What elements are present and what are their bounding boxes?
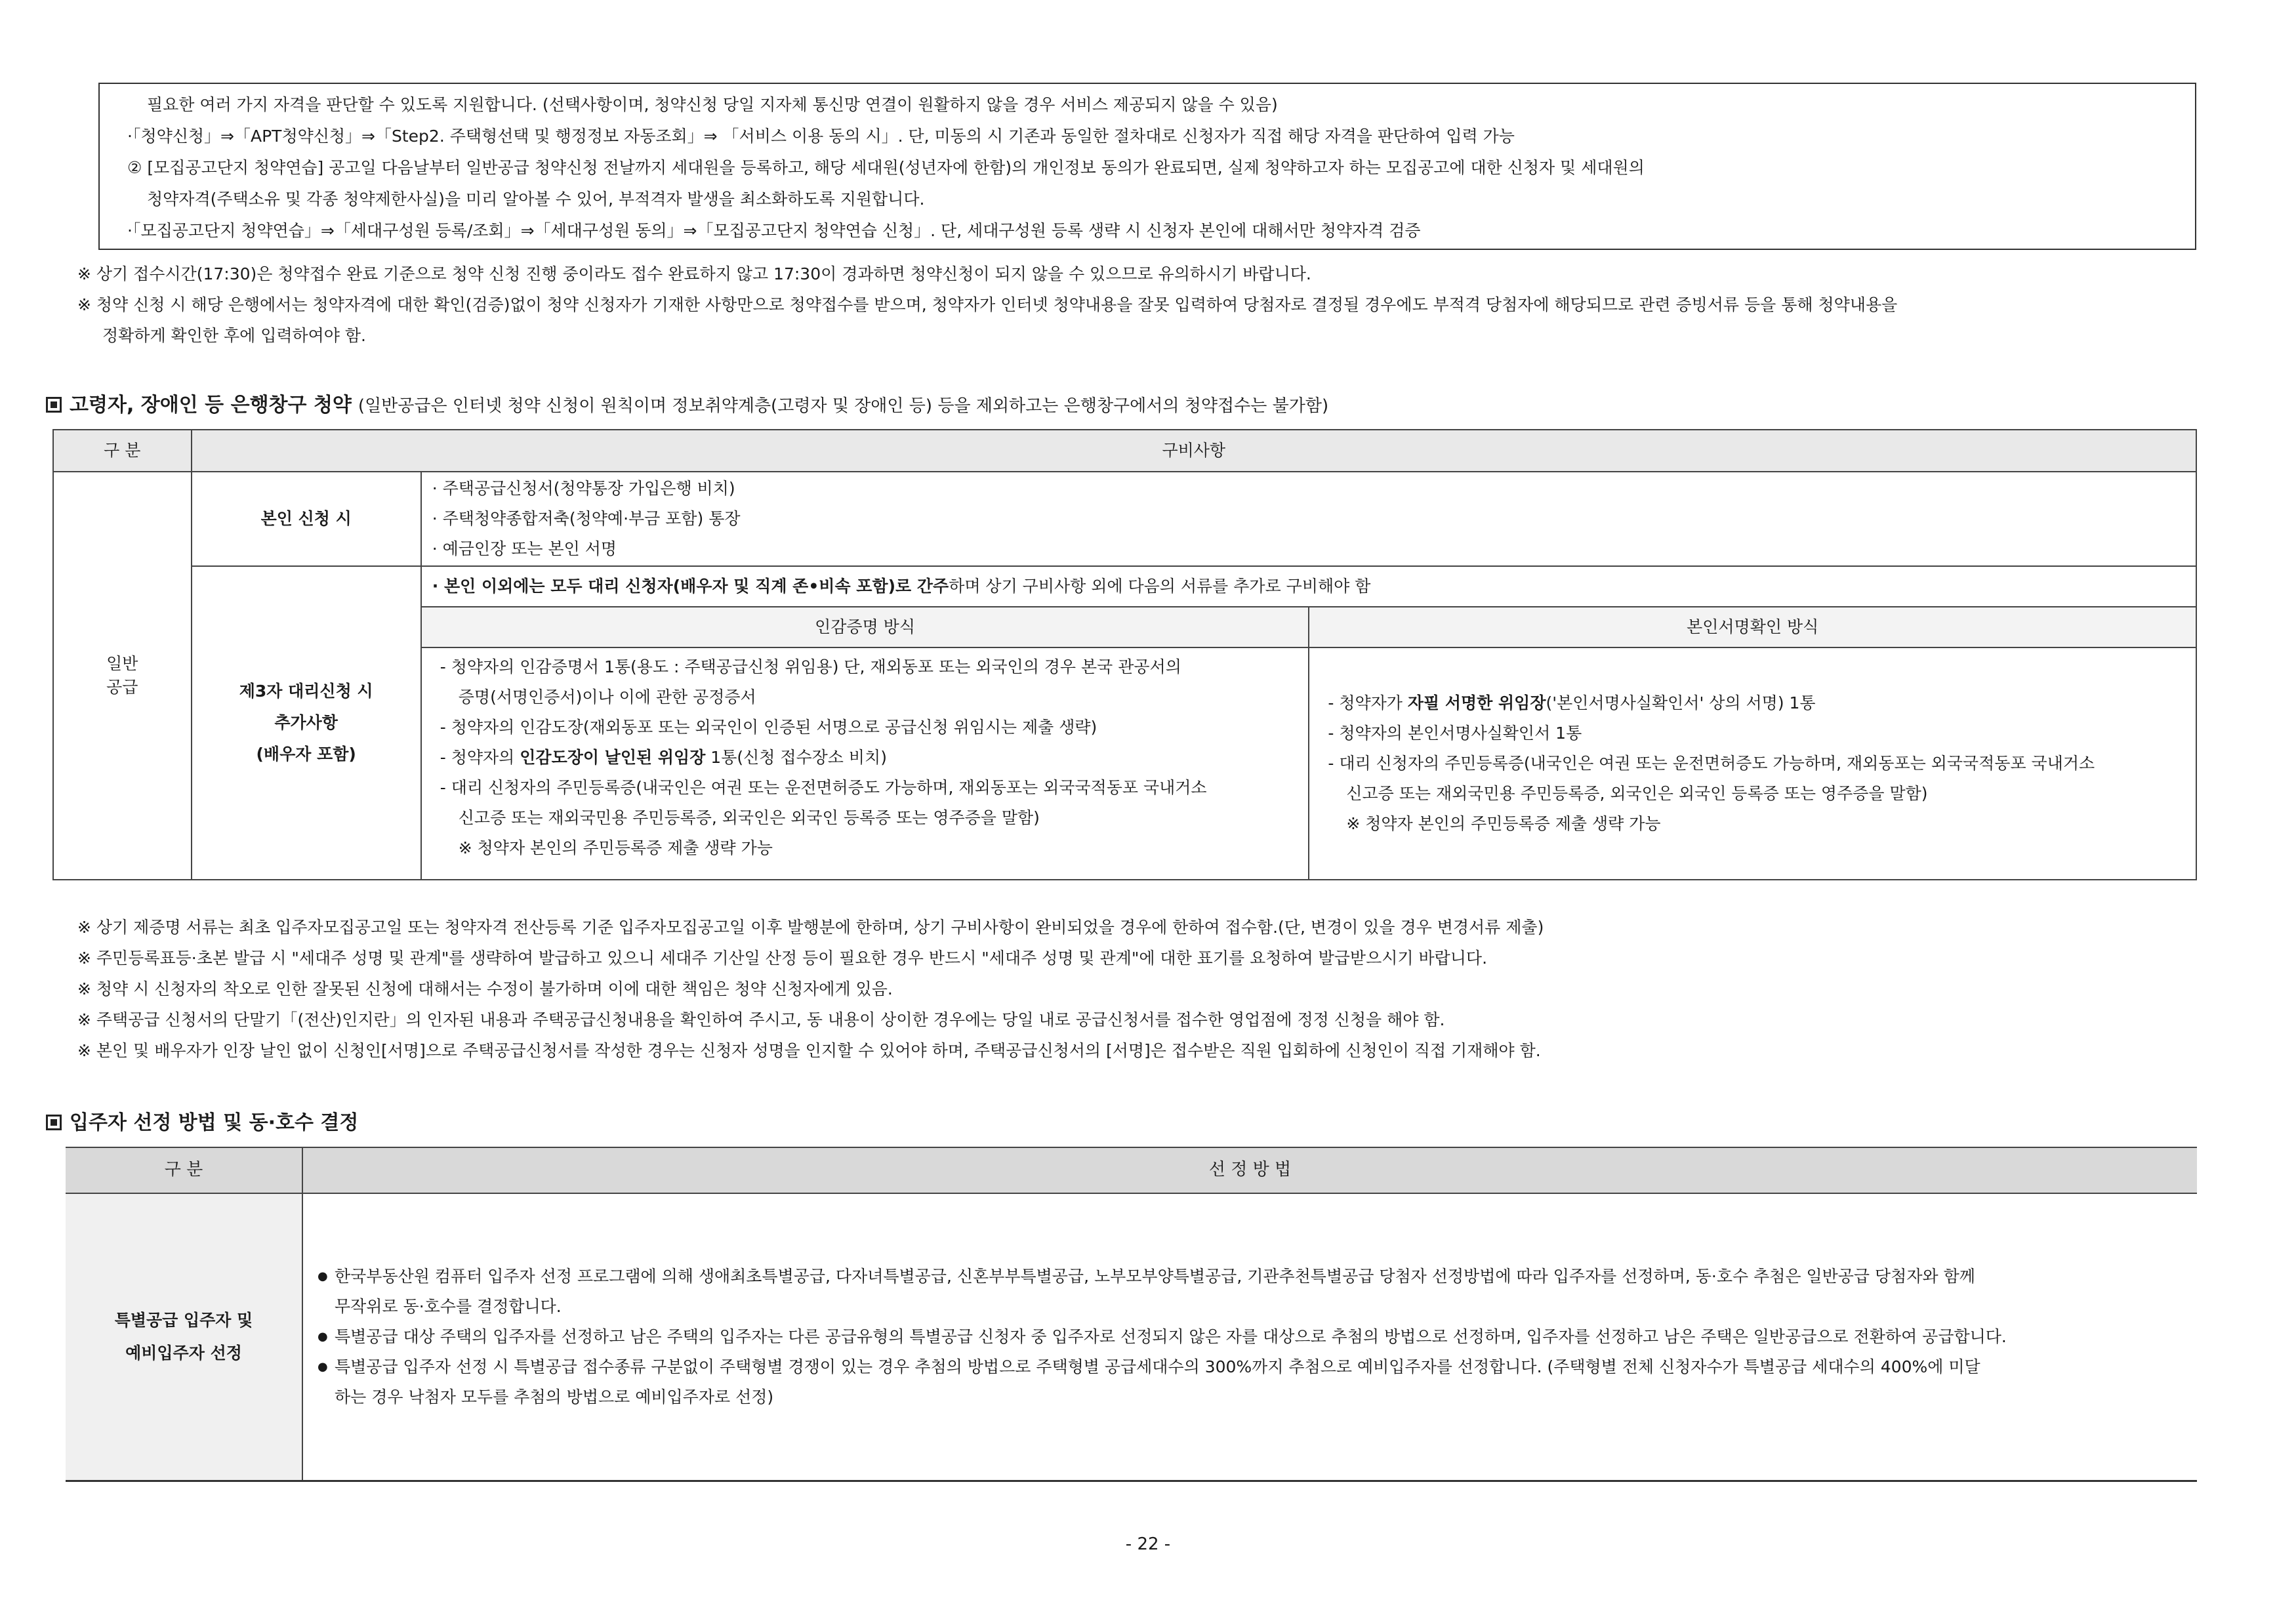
list-item: 신고증 또는 재외국민용 주민등록증, 외국인은 외국인 등록증 또는 영주증을 말함) bbox=[458, 808, 1040, 827]
info-line-5: ·「모집공고단지 청약연습」⇒「세대구성원 등록/조회」⇒「세대구성원 동의」⇒「모집공고단지 청약연습 신청」. 단, 세대구성원 등록 생략 시 신청자 본인에 대해서만 청약자격 검증 bbox=[127, 221, 1421, 240]
bullet-item-continued: 하는 경우 낙첨자 모두를 추첨의 방법으로 예비입주자로 선정) bbox=[335, 1387, 774, 1406]
self-application-label: 본인 신청 시 bbox=[192, 472, 421, 566]
list-item: - 청약자의 인감도장(재외동포 또는 외국인이 인증된 서명으로 공급신청 위임시는 제출 생략) bbox=[440, 718, 1097, 737]
proxy-note-rest: 하며 상기 구비사항 외에 다음의 서류를 추가로 구비해야 함 bbox=[949, 576, 1371, 596]
list-item: ※ 청약자 본인의 주민등록증 제출 생략 가능 bbox=[458, 838, 773, 857]
list-item: 증명(서명인증서)이나 이에 관한 공정증서 bbox=[458, 687, 756, 707]
table-header-method: 선 정 방 법 bbox=[302, 1147, 2197, 1193]
self-application-items bbox=[421, 472, 2196, 566]
note-line: ※ 상기 접수시간(17:30)은 청약접수 완료 기준으로 청약 신청 진행 중이라도 접수 완료하지 않고 17:30이 경과하면 청약신청이 되지 않을 수 있으므로 유의하시기 바랍니다. bbox=[77, 264, 1311, 283]
note-line: ※ 청약 신청 시 해당 은행에서는 청약자격에 대한 확인(검증)없이 청약 신청자가 기재한 사항만으로 청약접수를 받으며, 청약자가 인터넷 청약내용을 잘못 입력하여 당첨자로 결정될 경우에도 부적격 당첨자에 해당되므로 관련 증빙서류 등을 통해 청약내용을 bbox=[77, 295, 1898, 314]
section-subtitle: (일반공급은 인터넷 청약 신청이 원칙이며 정보취약계층(고령자 및 장애인 등) 등을 제외하고는 은행창구에서의 청약접수는 불가함) bbox=[358, 396, 1329, 416]
item-text: 1통(신청 접수장소 비치) bbox=[705, 748, 887, 767]
section-title-selection bbox=[46, 1110, 358, 1136]
bullet-item: ● 특별공급 입주자 선정 시 특별공급 접수종류 구분없이 주택형별 경쟁이 있는 경우 추첨의 방법으로 주택형별 공급세대수의 300%까지 추첨으로 예비입주자를 선정합니다. (주택형별 전체 신청자수가 특별공급 세대수의 400%에 미달 bbox=[318, 1352, 2184, 1382]
row-label-line: 특별공급 입주자 및 bbox=[114, 1311, 253, 1330]
note-line: ※ 주민등록표등·초본 발급 시 "세대주 성명 및 관계"를 생략하여 발급하고 있으니 세대주 기산일 산정 등이 필요한 경우 반드시 "세대주 성명 및 관계"에 대한 표기를 요청하여 발급받으시기 바랍니다. bbox=[77, 949, 1488, 968]
list-item: · 주택공급신청서(청약통장 가입은행 비치) bbox=[432, 479, 735, 498]
signature-method-header: 본인서명확인 방식 bbox=[1309, 607, 2196, 647]
selection-method-table bbox=[66, 1147, 2197, 1482]
proxy-label-line: 제3자 대리신청 시 bbox=[239, 682, 373, 701]
proxy-note-bold: · 본인 이외에는 모두 대리 신청자(배우자 및 직계 존•비속 포함)로 간주 bbox=[432, 576, 949, 596]
list-item: 신고증 또는 재외국민용 주민등록증, 외국인은 외국인 등록증 또는 영주증을 말함) bbox=[1346, 784, 1928, 803]
notes-block-1 bbox=[77, 258, 2242, 351]
proxy-label-line: 추가사항 bbox=[274, 713, 338, 732]
list-item: ※ 청약자 본인의 주민등록증 제출 생략 가능 bbox=[1346, 814, 1661, 833]
list-item: · 주택청약종합저축(청약예·부금 포함) 통장 bbox=[432, 509, 741, 528]
list-item: - 청약자의 본인서명사실확인서 1통 bbox=[1328, 724, 1582, 743]
proxy-application-label bbox=[192, 566, 421, 880]
seal-method-header: 인감증명 방식 bbox=[421, 607, 1309, 647]
signature-method-items bbox=[1309, 647, 2196, 880]
item-text: - 청약자의 bbox=[440, 748, 520, 767]
row-label-line: 예비입주자 선정 bbox=[125, 1344, 242, 1363]
info-line-4: 청약자격(주택소유 및 각종 청약제한사실)을 미리 알아볼 수 있어, 부적격자 발생을 최소화하도록 지원합니다. bbox=[147, 190, 925, 209]
square-bullet-icon bbox=[46, 397, 62, 413]
item-text: ('본인서명사실확인서' 상의 서명) 1통 bbox=[1546, 693, 1816, 712]
table-header-docs: 구비사항 bbox=[192, 430, 2196, 472]
bullet-item: ● 한국부동산원 컴퓨터 입주자 선정 프로그램에 의해 생애최초특별공급, 다자녀특별공급, 신혼부부특별공급, 노부모부양특별공급, 기관추천특별공급 당첨자 선정방법에 따라 입주자를 선정하며, 동·호수 추첨은 일반공급 당첨자와 함께 bbox=[318, 1262, 2184, 1292]
section-title-bank-counter bbox=[46, 392, 1328, 419]
item-text-bold: 자필 서명한 위임장 bbox=[1407, 693, 1546, 712]
list-item: - 대리 신청자의 주민등록증(내국인은 여권 또는 운전면허증도 가능하며, 재외동포는 외국국적동포 국내거소 bbox=[1328, 754, 2095, 773]
info-line-1: 필요한 여러 가지 자격을 판단할 수 있도록 지원합니다. (선택사항이며, 청약신청 당일 지자체 통신망 연결이 원활하지 않을 경우 서비스 제공되지 않을 수 있음) bbox=[147, 95, 1278, 114]
bullet-item: ● 특별공급 대상 주택의 입주자를 선정하고 남은 주택의 입주자는 다른 공급유형의 특별공급 신청자 중 입주자로 선정되지 않은 자를 대상으로 추첨의 방법으로 선정하며, 입주자를 선정하고 남은 주택은 일반공급으로 전환하여 공급합니다. bbox=[318, 1322, 2184, 1352]
note-line: 정확하게 확인한 후에 입력하여야 함. bbox=[102, 326, 366, 345]
table-header-gubun: 구 분 bbox=[66, 1147, 302, 1193]
info-line-2: ·「청약신청」⇒「APT청약신청」⇒「Step2. 주택형선택 및 행정정보 자동조회」⇒ 「서비스 이용 동의 시」. 단, 미동의 시 기존과 동일한 절차대로 신청자가 직접 해당 자격을 판단하여 입력 가능 bbox=[127, 127, 1515, 146]
note-line: ※ 본인 및 배우자가 인장 날인 없이 신청인[서명]으로 주택공급신청서를 작성한 경우는 신청자 성명을 인지할 수 있어야 하며, 주택공급신청서의 [서명]은 접수받은 직원 입회하에 신청인이 직접 기재해야 함. bbox=[77, 1041, 1541, 1060]
selection-method-content bbox=[302, 1193, 2197, 1481]
bullet-item-continued: 무작위로 동·호수를 결정합니다. bbox=[335, 1297, 562, 1316]
section-title-text: 고령자, 장애인 등 은행창구 청약 bbox=[70, 394, 352, 417]
note-line: ※ 상기 제증명 서류는 최초 입주자모집공고일 또는 청약자격 전산등록 기준 입주자모집공고일 이후 발행분에 한하며, 상기 구비사항이 완비되었을 경우에 한하여 접수함.(단, 변경이 있을 경우 변경서류 제출) bbox=[77, 918, 1544, 937]
note-line: ※ 주택공급 신청서의 단말기「(전산)인지란」의 인자된 내용과 주택공급신청내용을 확인하여 주시고, 동 내용이 상이한 경우에는 당일 내로 공급신청서를 접수한 영업점에 정정 신청을 해야 함. bbox=[77, 1010, 1445, 1029]
item-text-bold: 인감도장이 날인된 위임장 bbox=[520, 748, 706, 767]
proxy-label-line: (배우자 포함) bbox=[256, 745, 356, 764]
category-line: 일반 bbox=[106, 653, 138, 673]
info-box bbox=[98, 83, 2196, 250]
list-item: - 청약자의 인감증명서 1통(용도 : 주택공급신청 위임용) 단, 재외동포 또는 외국인의 경우 본국 관공서의 bbox=[440, 657, 1181, 676]
section-title-text: 입주자 선정 방법 및 동·호수 결정 bbox=[70, 1111, 359, 1134]
list-item: - 대리 신청자의 주민등록증(내국인은 여권 또는 운전면허증도 가능하며, 재외동포는 외국국적동포 국내거소 bbox=[440, 778, 1207, 797]
row-label-special-supply bbox=[66, 1193, 302, 1481]
category-line: 공급 bbox=[106, 678, 138, 697]
proxy-note bbox=[421, 566, 2196, 607]
required-documents-table bbox=[52, 429, 2197, 880]
list-item: · 예금인장 또는 본인 서명 bbox=[432, 539, 617, 558]
notes-block-2 bbox=[77, 912, 2242, 1066]
category-general-supply bbox=[53, 472, 192, 880]
page-number: - 22 - bbox=[1125, 1534, 1171, 1554]
square-bullet-icon bbox=[46, 1115, 62, 1130]
table-header-gubun: 구 분 bbox=[53, 430, 192, 472]
list-item bbox=[432, 743, 1298, 773]
info-line-3: ② [모집공고단지 청약연습] 공고일 다음날부터 일반공급 청약신청 전날까지 세대원을 등록하고, 해당 세대원(성년자에 한함)의 개인정보 동의가 완료되면, 실제 청약하고자 하는 모집공고에 대한 신청자 및 세대원의 bbox=[127, 158, 1645, 177]
item-text: - 청약자가 bbox=[1328, 693, 1408, 712]
seal-method-items bbox=[421, 647, 1309, 880]
note-line: ※ 청약 시 신청자의 착오로 인한 잘못된 신청에 대해서는 수정이 불가하며 이에 대한 책임은 청약 신청자에게 있음. bbox=[77, 979, 893, 998]
list-item bbox=[1320, 688, 2185, 718]
